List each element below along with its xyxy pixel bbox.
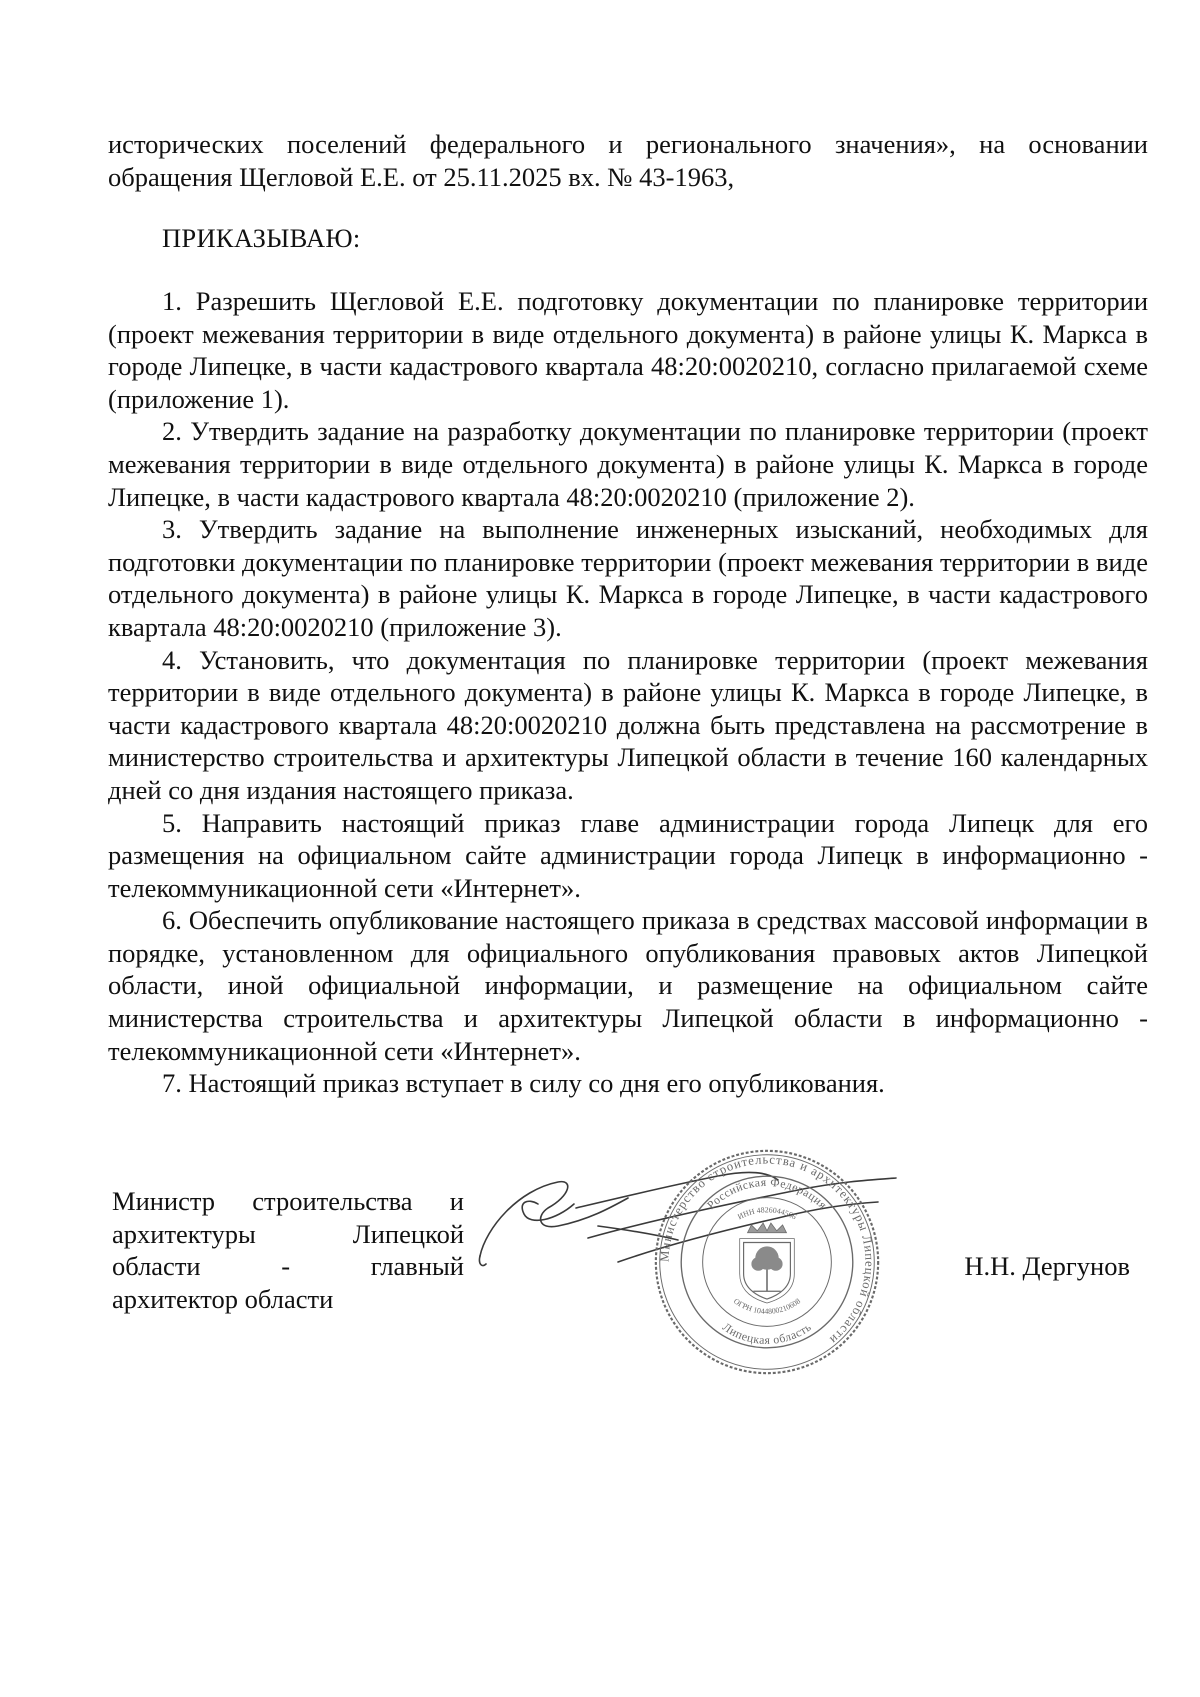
order-item-6: 6. Обеспечить опубликование настоящего приказа в средствах массовой информации в порядке, установленном для официального опубликования правовых актов Липецкой области, иной официальной информации, и размещение на официальном сайте министерства строительства и архитектуры Липецкой области в информационно - телекоммуникационной сети «Интернет». [108, 905, 1148, 1066]
order-items [108, 285, 1148, 1100]
order-item-3: 3. Утвердить задание на выполнение инженерных изысканий, необходимых для подготовки документации по планировке территории (проект межевания территории в виде отдельного документа) в районе улицы К. Маркса в городе Липецке, в части кадастрового квартала 48:20:0020210 (приложение 3). [108, 514, 1148, 642]
official-seal [650, 1145, 884, 1379]
order-item-7: 7. Настоящий приказ вступает в силу со дня его опубликования. [162, 1068, 885, 1099]
order-item-1: 1. Разрешить Щегловой Е.Е. подготовку документации по планировке территории (проект межевания территории в виде отдельного документа) в районе улицы К. Маркса в городе Липецке, в части кадастрового квартала 48:20:0020210, согласно прилагаемой схеме (приложение 1). [108, 286, 1148, 414]
seal-inner-bottom-text: Липецкая область [720, 1320, 814, 1347]
order-item-2: 2. Утвердить задание на разработку документации по планировке территории (проект межевания территории в виде отдельного документа) в районе улицы К. Маркса в городе Липецке, в части кадастрового квартала 48:20:0020210 (приложение 2). [108, 416, 1148, 512]
seal-outer-text: Министерство строительства и архитектуры Липецкой области [657, 1152, 877, 1348]
seal-inn-text: ИНН 4826044566 [736, 1205, 798, 1222]
signer-title [112, 1185, 464, 1315]
intro-text: исторических поселений федерального и регионального значения», на основании обращения Щегловой Е.Е. от 25.11.2025 вх. № 43-1963, [108, 129, 1148, 192]
signer-title-line: архитектор области [112, 1283, 334, 1314]
signer-title-line: Министр строительства и [112, 1186, 464, 1216]
order-item-5: 5. Направить настоящий приказ главе администрации города Липецк для его размещения на официальном сайте администрации города Липецк в информационно - телекоммуникационной сети «Интернет». [108, 807, 1148, 903]
seal-inner-top-text: Российская Федерация [704, 1175, 830, 1212]
order-heading: ПРИКАЗЫВАЮ: [162, 223, 361, 253]
intro-paragraph [108, 128, 1148, 193]
order-item-4: 4. Установить, что документация по планировке территории (проект межевания территории в виде отдельного документа) в районе улицы К. Маркса в городе Липецке, в части кадастрового квартала 48:20:0020210 должна быть представлена на рассмотрение в министерство строительства и архитектуры Липецкой области в течение 160 календарных дней со дня издания настоящего приказа. [108, 644, 1148, 805]
seal-ogrn-text: ОГРН 1044800210608 [731, 1296, 803, 1316]
svg-text:ИНН 4826044566 [736, 1205, 798, 1221]
svg-text:Липецкая область [720, 1320, 814, 1347]
signer-title-line: архитектуры Липецкой [112, 1218, 464, 1249]
coat-of-arms-icon [740, 1223, 795, 1303]
signer-name: Н.Н. Дергунов [964, 1251, 1130, 1281]
signer-title-line: области - главный [112, 1251, 464, 1282]
